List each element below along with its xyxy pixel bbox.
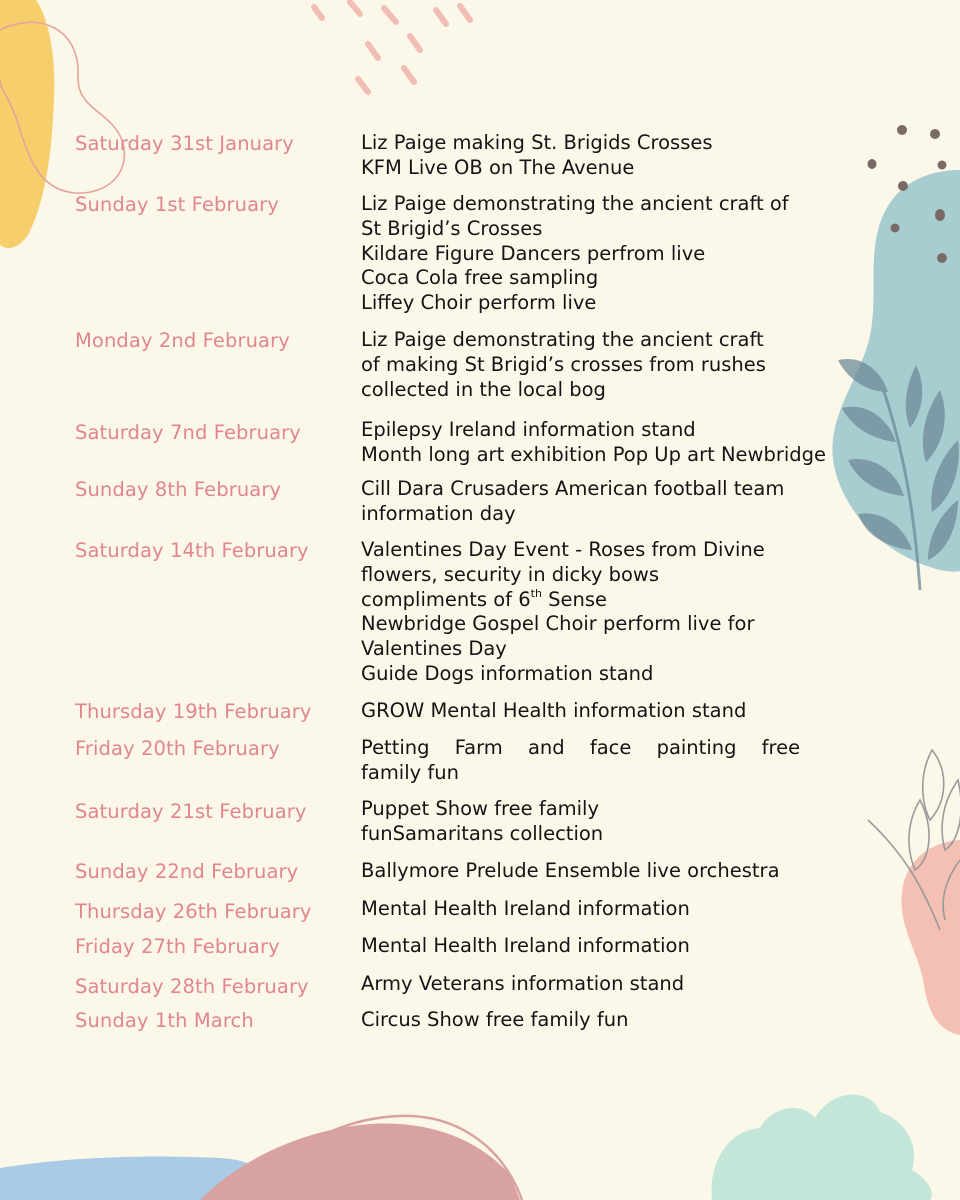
- event-line: Ballymore Prelude Ensemble live orchestra: [361, 859, 780, 882]
- rain-dashes-icon: [314, 2, 470, 92]
- event-description: [361, 859, 780, 884]
- event-line: Newbridge Gospel Choir perform live for: [361, 612, 755, 636]
- event-line: Epilepsy Ireland information stand: [361, 418, 696, 441]
- event-line: Cill Dara Crusaders American football team: [361, 477, 785, 500]
- event-line: information day: [361, 501, 516, 525]
- event-date: Saturday 28th February: [75, 975, 309, 998]
- event-description: [361, 538, 765, 687]
- event-description: [361, 736, 800, 786]
- event-line: Guide Dogs information stand: [361, 661, 654, 685]
- ordinal-superscript: th: [530, 587, 542, 601]
- mint-blob-icon: [712, 1095, 932, 1200]
- event-date: Monday 2nd February: [75, 329, 290, 352]
- event-line: Month long art exhibition Pop Up art Newbridge: [361, 442, 827, 466]
- event-date: Thursday 26th February: [75, 900, 312, 923]
- event-line: Mental Health Ireland information: [361, 897, 690, 920]
- event-date: Thursday 19th February: [75, 700, 312, 723]
- event-line: GROW Mental Health information stand: [361, 699, 747, 722]
- event-description: [361, 418, 826, 468]
- event-line: Coca Cola free sampling: [361, 266, 599, 290]
- event-description: [361, 328, 766, 402]
- event-line: Circus Show free family fun: [361, 1008, 629, 1031]
- event-date: Sunday 22nd February: [75, 860, 299, 883]
- event-description: [361, 131, 713, 181]
- event-line: Liz Paige demonstrating the ancient craft of: [361, 192, 789, 215]
- event-description: [361, 797, 603, 847]
- event-date: Friday 27th February: [75, 935, 280, 958]
- event-description: [361, 699, 746, 724]
- event-line: Kildare Figure Dancers perfrom live: [361, 241, 706, 265]
- event-date: Sunday 1st February: [75, 193, 279, 216]
- event-line: KFM Live OB on The Avenue: [361, 155, 635, 179]
- event-line: Liz Paige demonstrating the ancient craft: [361, 328, 764, 351]
- event-description: [361, 934, 690, 959]
- event-description: [361, 972, 684, 997]
- event-line-text: compliments of 6: [361, 587, 531, 611]
- event-line: Petting Farm and face painting free: [361, 736, 801, 759]
- event-line: collected in the local bog: [361, 377, 606, 401]
- yellow-blob-icon: [0, 0, 54, 248]
- event-line: Liffey Choir perform live: [361, 291, 597, 315]
- event-line: St Brigid’s Crosses: [361, 216, 543, 240]
- event-line: [361, 588, 765, 613]
- event-line: family fun: [361, 760, 459, 784]
- event-line: Valentines Day Event - Roses from Divine: [361, 538, 765, 561]
- event-description: [361, 477, 784, 527]
- event-date: Saturday 14th February: [75, 539, 309, 562]
- event-date: Sunday 1th March: [75, 1009, 254, 1032]
- event-line: Liz Paige making St. Brigids Crosses: [361, 131, 713, 154]
- event-description: [361, 1008, 629, 1033]
- event-line: Valentines Day: [361, 637, 507, 661]
- event-date: Saturday 7nd February: [75, 421, 301, 444]
- event-line: Army Veterans information stand: [361, 972, 685, 995]
- event-line: Puppet Show free family: [361, 797, 600, 820]
- event-description: [361, 897, 690, 922]
- event-date: Saturday 21st February: [75, 800, 307, 823]
- event-date: Saturday 31st January: [75, 132, 294, 155]
- event-description: [361, 192, 789, 316]
- event-line: of making St Brigid’s crosses from rushes: [361, 352, 766, 376]
- event-line: flowers, security in dicky bows: [361, 562, 660, 586]
- event-line-text: Sense: [541, 587, 608, 611]
- event-date: Sunday 8th February: [75, 478, 282, 501]
- event-date: Friday 20th February: [75, 737, 280, 760]
- event-line: Mental Health Ireland information: [361, 934, 690, 957]
- event-line: funSamaritans collection: [361, 821, 604, 845]
